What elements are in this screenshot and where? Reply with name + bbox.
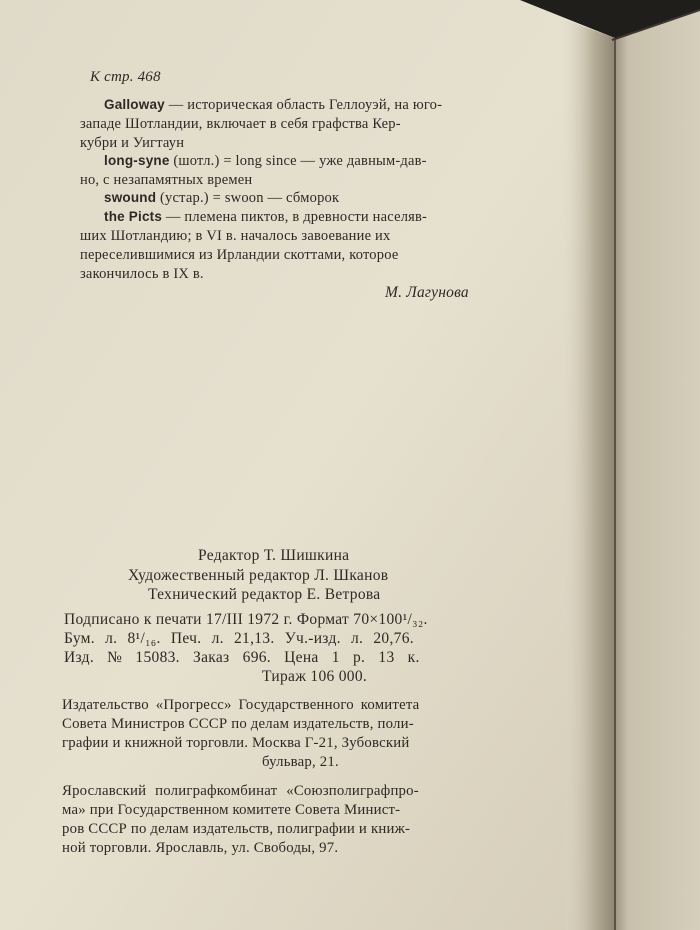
signature: М. Лагунова xyxy=(385,284,469,301)
printer-line-2: ма» при Государственном комитете Совета Минист- xyxy=(62,802,401,818)
publisher-line-3: графии и книжной торговли. Москва Г-21, Зубовский xyxy=(62,735,410,751)
imprint-print-run: Тираж 106 000. xyxy=(262,668,368,685)
credit-tech-editor: Технический редактор Е. Ветрова xyxy=(148,586,381,603)
gutter-shadow xyxy=(560,18,615,930)
note-galloway: Galloway — историческая область Геллоуэй, на юго- xyxy=(104,97,443,113)
note-galloway-line2: западе Шотландии, включает в себя графства Кер- xyxy=(80,116,401,132)
credit-editor: Редактор Т. Шишкина xyxy=(198,547,350,564)
credit-art-editor: Художественный редактор Л. Шканов xyxy=(128,567,389,584)
note-swound: swound (устар.) = swoon — сбморок xyxy=(104,190,340,206)
note-picts-line3: переселившимися из Ирландии скоттами, которое xyxy=(80,247,399,263)
page-reference: К стр. 468 xyxy=(90,69,161,85)
printer-line-3: ров СССР по делам издательств, полиграфии и книж- xyxy=(62,821,411,837)
printer-line-1: Ярославский полиграфкомбинат «Союзполиграфпро- xyxy=(62,783,419,799)
publisher-line-4: бульвар, 21. xyxy=(262,754,339,770)
note-picts-line4: закончилось в IX в. xyxy=(80,266,204,282)
imprint-line-3: Изд. № 15083. Заказ 696. Цена 1 р. 13 к. xyxy=(64,649,420,666)
note-picts-line2: ших Шотландию; в VI в. началось завоевание их xyxy=(80,228,391,244)
publisher-line-1: Издательство «Прогресс» Государственного комитета xyxy=(62,697,420,713)
printer-line-4: ной торговли. Ярославль, ул. Свободы, 97. xyxy=(62,840,339,856)
note-galloway-line3: кубри и Уигтаун xyxy=(80,135,185,151)
note-long-syne-line2: но, с незапамятных времен xyxy=(80,172,253,188)
imprint-line-2: Бум. л. 8¹/₁₆. Печ. л. 21,13. Уч.-изд. л. 20,76. xyxy=(64,630,414,647)
imprint-line-1: Подписано к печати 17/III 1972 г. Формат 70×100¹/₃₂. xyxy=(64,611,428,628)
note-picts: the Picts — племена пиктов, в древности населяв- xyxy=(104,209,428,225)
publisher-line-2: Совета Министров СССР по делам издательств, поли- xyxy=(62,716,414,732)
right-page xyxy=(604,10,700,930)
note-long-syne: long-syne (шотл.) = long since — уже давным-дав- xyxy=(104,153,427,169)
